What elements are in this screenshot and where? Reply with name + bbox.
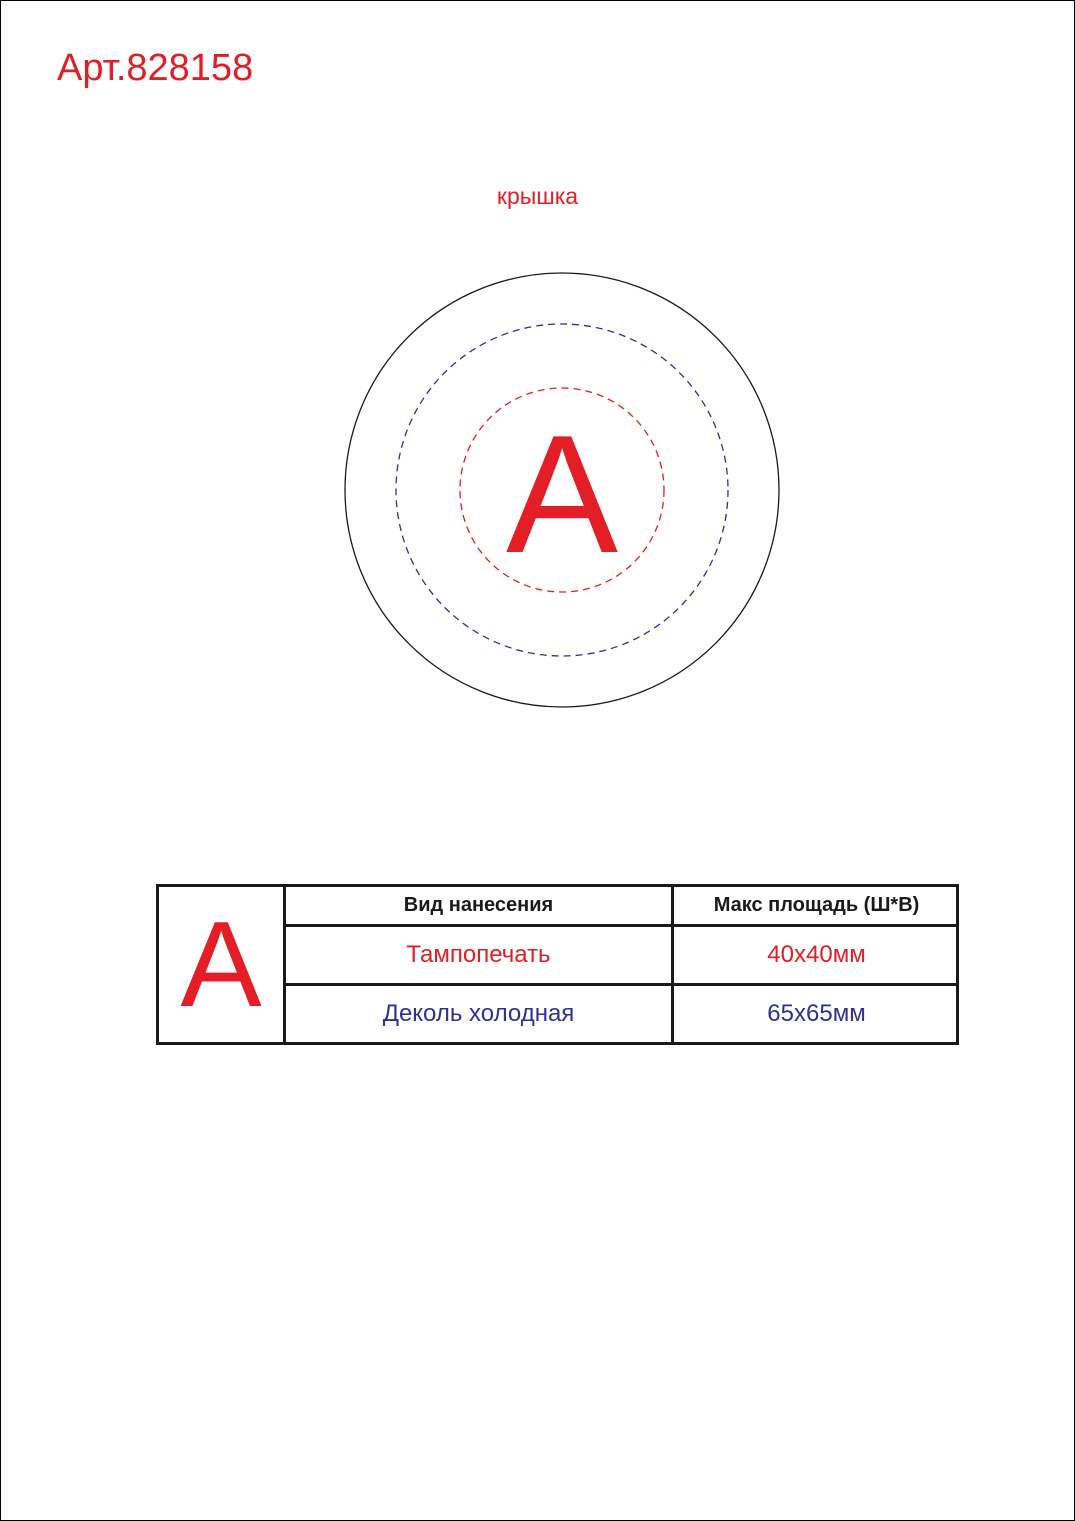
header-max-area: Макс площадь (Ш*В) [713,894,920,916]
print-zone-marker: A [505,400,619,588]
article-number: Арт.828158 [57,47,254,89]
spec-table [156,884,959,1045]
part-label: крышка [496,183,579,209]
header-method: Вид нанесения [403,894,554,916]
lid-drawing [1,1,1074,1520]
row-method-cold-decal: Деколь холодная [382,1000,575,1027]
table-zone-marker: A [180,896,262,1032]
row-area-pad-print: 40x40мм [767,941,866,968]
row-area-cold-decal: 65x65мм [767,1000,866,1027]
row-method-pad-print: Тампопечать [406,941,551,968]
